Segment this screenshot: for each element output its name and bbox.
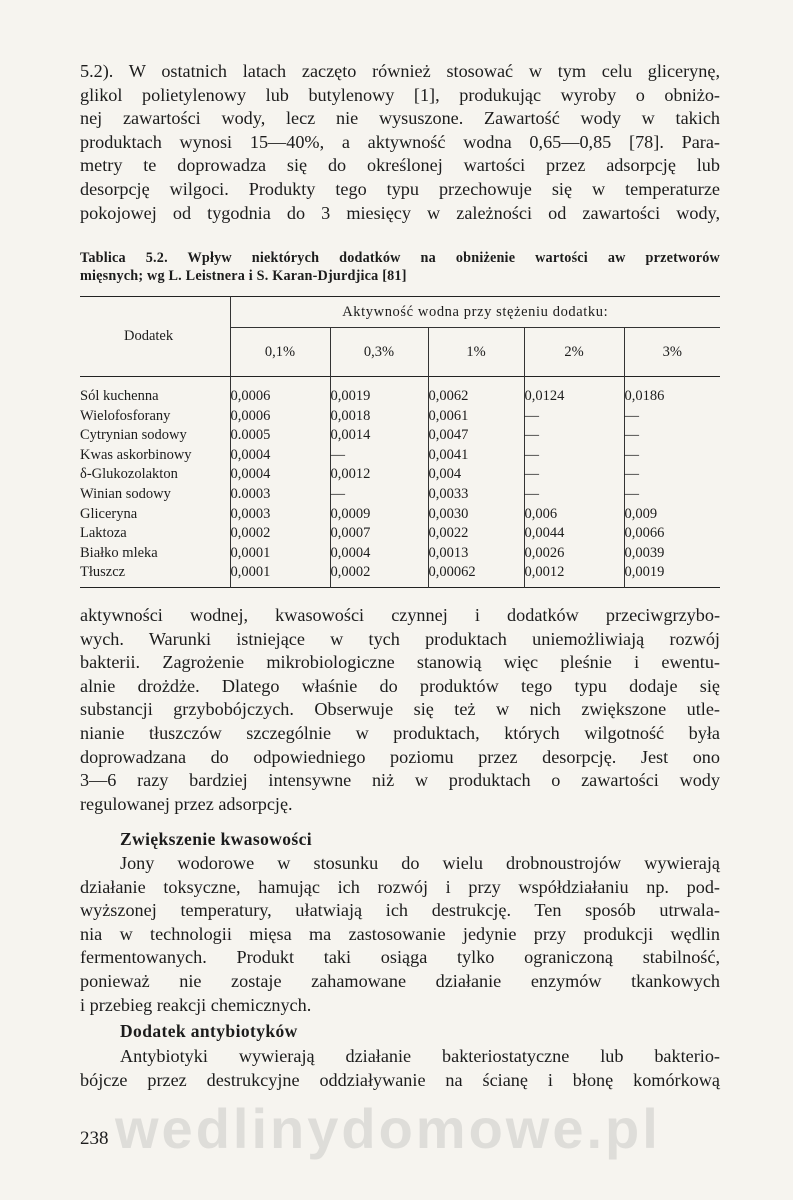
water-activity-value: 0,0003 (230, 505, 330, 525)
table-row (80, 563, 720, 587)
header-concentration: 0,3% (330, 328, 428, 377)
additive-name: Kwas askorbinowy (80, 446, 230, 466)
table-row (80, 426, 720, 446)
water-activity-value: — (624, 427, 639, 444)
text-line: regulowanej przez adsorpcję. (80, 793, 293, 814)
water-activity-value: 0.0003 (230, 485, 330, 505)
additive-name: Sól kuchenna (80, 377, 230, 407)
water-activity-value: 0,0012 (524, 563, 624, 587)
water-activity-value: 0,0004 (230, 465, 330, 485)
table-row (80, 446, 720, 466)
table-row (80, 485, 720, 505)
paragraph-1 (80, 60, 720, 225)
water-activity-value: 0,0018 (330, 407, 428, 427)
water-activity-value: — (624, 407, 639, 424)
text-line: fermentowanych. Produkt taki osiąga tylko ograniczoną stabilność, (80, 947, 720, 968)
water-activity-value: 0,0033 (428, 485, 524, 505)
water-activity-value: 0,0006 (230, 407, 330, 427)
additive-name: δ-Glukozolakton (80, 465, 230, 485)
water-activity-value: 0,0047 (428, 426, 524, 446)
water-activity-value: — (330, 485, 428, 505)
water-activity-value: 0,006 (524, 505, 624, 525)
header-concentration: 1% (428, 328, 524, 377)
water-activity-value: 0,0019 (624, 564, 665, 581)
section-heading: Zwiększenie kwasowości (120, 829, 313, 849)
paragraph-2 (80, 604, 720, 816)
water-activity-value: 0,0014 (330, 426, 428, 446)
table-body (80, 377, 720, 588)
caption-line: mięsnych; wg L. Leistnera i S. Karan-Djurdjica [81] (80, 268, 407, 284)
additive-name: Gliceryna (80, 505, 230, 525)
water-activity-value: — (624, 485, 639, 502)
text-line: produktach wynosi 15—40%, a aktywność wodna 0,65—0,85 [78]. Para- (80, 131, 720, 152)
water-activity-value: — (524, 407, 624, 427)
additive-name: Cytrynian sodowy (80, 426, 230, 446)
text-line: Jony wodorowe w stosunku do wielu drobnoustrojów wywierają (120, 853, 720, 873)
water-activity-value: 0.0005 (230, 426, 330, 446)
text-line: ponieważ nie zostaje zahamowane działanie enzymów tkankowych (80, 970, 720, 991)
text-line: bakterii. Zagrożenie mikrobiologiczne stanowią więc pleśnie i ewentu- (80, 652, 720, 673)
water-activity-value: 0,0022 (428, 524, 524, 544)
water-activity-value: 0,0006 (230, 377, 330, 407)
water-activity-value: 0,0004 (230, 446, 330, 466)
water-activity-value: 0,0041 (428, 446, 524, 466)
header-concentration: 0,1% (230, 328, 330, 377)
water-activity-value: 0,0002 (330, 563, 428, 587)
table-row (80, 544, 720, 564)
text-line: Antybiotyki wywierają działanie bakteriostatyczne lub bakterio- (120, 1046, 720, 1066)
water-activity-value: 0,0009 (330, 505, 428, 525)
water-activity-value: 0,009 (624, 505, 658, 522)
text-line: pokojowej od tygodnia do 3 miesięcy w zależności od zawartości wody, (80, 202, 720, 223)
text-line: wyższonej temperatury, ułatwiają ich destrukcję. Ten sposób utrwala- (80, 900, 720, 921)
water-activity-value: 0,0062 (428, 377, 524, 407)
water-activity-value: 0,0061 (428, 407, 524, 427)
text-line: 5.2). W ostatnich latach zaczęto również stosować w tym celu glicerynę, (80, 61, 720, 81)
water-activity-value: 0,0001 (230, 544, 330, 564)
additive-name: Tłuszcz (80, 563, 230, 587)
water-activity-value: 0,0001 (230, 563, 330, 587)
text-line: wych. Warunki istniejące w tych produktach uniemożliwiają rozwój (80, 628, 720, 649)
water-activity-value: — (524, 426, 624, 446)
water-activity-value: 0,00062 (428, 563, 524, 587)
water-activity-value: 0,0030 (428, 505, 524, 525)
text-line: 3—6 razy bardziej intensywne niż w produktach o zawartości wody (80, 770, 720, 791)
water-activity-value: 0,0004 (330, 544, 428, 564)
paragraph-4 (80, 1045, 720, 1092)
water-activity-value: 0,0013 (428, 544, 524, 564)
table-row (80, 377, 720, 407)
water-activity-value: 0,0124 (524, 377, 624, 407)
caption-line: Tablica 5.2. Wpływ niektórych dodatków na obniżenie wartości aw przetworów (80, 250, 720, 266)
text-line: działanie toksyczne, hamując ich rozwój i przy współdziałaniu np. pod- (80, 876, 720, 897)
text-line: bójcze przez destrukcyjne oddziaływanie na ścianę i błonę komórkową (80, 1069, 720, 1090)
water-activity-value: 0,0007 (330, 524, 428, 544)
text-line: desorpcję wilgoci. Produkty tego typu przechowuje się w temperaturze (80, 178, 720, 199)
text-line: aktywności wodnej, kwasowości czynnej i dodatków przeciwgrzybo- (80, 605, 720, 625)
water-activity-value: 0,0026 (524, 544, 624, 564)
water-activity-value: 0,0002 (230, 524, 330, 544)
water-activity-value: — (624, 466, 639, 483)
water-activity-value: — (624, 446, 639, 463)
additive-name: Białko mleka (80, 544, 230, 564)
header-additive: Dodatek (80, 297, 230, 377)
table-row (80, 465, 720, 485)
water-activity-value: 0,0039 (624, 544, 665, 561)
text-line: substancji grzybobójczych. Obserwuje się też w nich zwiększone utle- (80, 699, 720, 720)
water-activity-value: — (524, 465, 624, 485)
paragraph-3 (80, 852, 720, 1017)
text-line: glikol polietylenowy lub butylenowy [1], produkując wyroby o obniżo- (80, 84, 720, 105)
header-concentration: 2% (524, 328, 624, 377)
water-activity-value: 0,0066 (624, 525, 665, 542)
text-line: nia w technologii mięsa ma zastosowanie jedynie przy produkcji wędlin (80, 923, 720, 944)
text-line: alnie drożdże. Dlatego właśnie do produktów tego typu dodaje się (80, 675, 720, 696)
water-activity-value: — (330, 446, 428, 466)
additive-name: Winian sodowy (80, 485, 230, 505)
page-number: 238 (80, 1128, 109, 1149)
section-heading: Dodatek antybiotyków (120, 1021, 298, 1041)
additive-name: Wielofosforany (80, 407, 230, 427)
text-line: nej zawartości wody, lecz nie wysuszone. Zawartość wody w takich (80, 108, 720, 129)
water-activity-value: 0,0186 (624, 388, 665, 404)
watermark: wedlinydomowe.pl (115, 1097, 661, 1160)
text-line: metry te doprowadza się do określonej wartości przez adsorpcję lub (80, 155, 720, 176)
additive-name: Laktoza (80, 524, 230, 544)
table-row (80, 407, 720, 427)
text-line: doprowadzana do odpowiedniego poziomu przez desorpcję. Jest ono (80, 746, 720, 767)
water-activity-value: 0,004 (428, 465, 524, 485)
water-activity-table (80, 296, 720, 588)
water-activity-value: — (524, 485, 624, 505)
table-row (80, 524, 720, 544)
table-row (80, 505, 720, 525)
header-water-activity: Aktywność wodna przy stężeniu dodatku: (230, 297, 720, 328)
water-activity-value: 0,0019 (330, 377, 428, 407)
water-activity-value: — (524, 446, 624, 466)
table-caption (80, 249, 720, 285)
text-line: i przebieg reakcji chemicznych. (80, 994, 312, 1015)
header-concentration: 3% (662, 343, 682, 360)
water-activity-value: 0,0012 (330, 465, 428, 485)
water-activity-value: 0,0044 (524, 524, 624, 544)
text-line: nianie tłuszczów szczególnie w produktach, których wilgotność była (80, 722, 720, 743)
